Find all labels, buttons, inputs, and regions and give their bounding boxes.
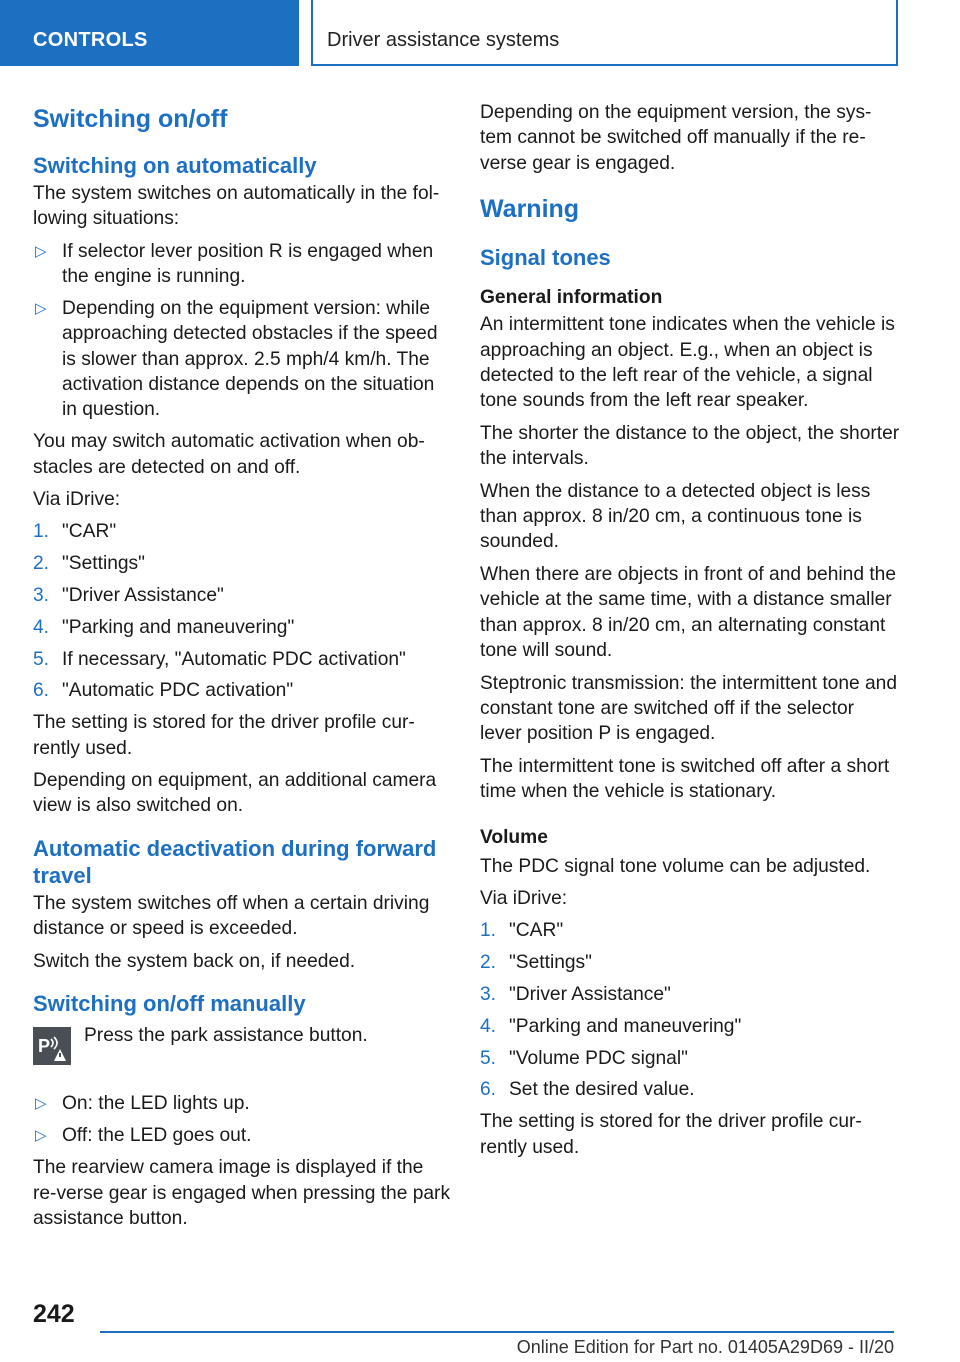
step-item: 6. Set the desired value. [480,1079,695,1101]
paragraph: The setting is stored for the driver profile cur-rently used. [33,712,415,759]
steps-list [480,918,900,1102]
step-item: 6. "Automatic PDC activation" [33,680,294,702]
park-assistance-button-icon [33,1027,71,1065]
heading-signal-tones: Signal tones [480,245,611,271]
bullet-triangle-icon: ▷ [35,300,47,318]
step-item: 3. "Driver Assistance" [33,585,224,607]
list-item: ▷ On: the LED lights up. [33,1091,451,1116]
list-item: ▷ If selector lever position R is engaged when the engine is running. [35,240,434,288]
paragraph: The shorter the distance to the object, the shorter the intervals. [480,422,900,470]
bullet-list-led [33,1091,451,1148]
heading-switching-on-off: Switching on/off [33,105,228,133]
press-button-text: Press the park assistance button. [84,1025,368,1047]
svg-text:P: P [38,1036,51,1057]
footer-divider [100,1331,894,1333]
step-item: 1. "CAR" [33,521,117,543]
step-item: 4. "Parking and maneuvering" [480,1015,742,1037]
header-section-label: CONTROLS [33,29,148,51]
paragraph: The system switches on automatically in the fol-lowing situations: [33,183,440,230]
heading-switching-manually: Switching on/off manually [33,991,306,1017]
paragraph: The setting is stored for the driver profile cur-rently used. [480,1111,862,1158]
step-item: 3. "Driver Assistance" [480,983,671,1005]
paragraph: Via iDrive: [480,887,568,909]
paragraph: Depending on the equipment version, the sys-tem cannot be switched off manually if the re-verse gear is engaged. [480,102,872,174]
header-chapter-tab [311,0,898,66]
footer-edition: Online Edition for Part no. 01405A29D69 - II/20 [516,1337,894,1357]
paragraph: Steptronic transmission: the intermittent tone and constant tone are switched off if the selector lever position P is engaged. [480,672,898,745]
header-chapter-label: Driver assistance systems [327,29,560,51]
paragraph: When there are objects in front of and behind the vehicle at the same time, with a distance smaller than approx. 8 in/20 cm, an alternating constant tone will sound. [480,563,896,662]
step-item: 1. "CAR" [480,920,564,942]
heading-switching-on-automatically: Switching on automatically [33,153,317,178]
paragraph: Switch the system back on, if needed. [33,950,356,972]
step-item: 2. "Settings" [480,952,592,974]
steps-list [33,519,451,703]
bullet-list-auto [33,239,451,422]
heading-automatic-deactivation: Automatic deactivation during forward travel [33,835,437,888]
step-item: 4. "Parking and maneuvering" [33,616,295,638]
step-item: 5. "Volume PDC signal" [480,1047,688,1069]
paragraph: The rearview camera image is displayed if the re-verse gear is engaged when pressing the park assistance button. [33,1157,451,1230]
park-assist-instruction [33,1023,451,1081]
bullet-triangle-icon: ▷ [35,1127,47,1145]
bullet-triangle-icon: ▷ [35,242,47,260]
page-number: 242 [33,1300,75,1328]
list-item: ▷ Off: the LED goes out. [33,1123,451,1148]
step-item: 2. "Settings" [33,553,145,575]
paragraph: When the distance to a detected object is less than approx. 8 in/20 cm, a continuous tone is sounded. [480,480,871,553]
paragraph: Depending on equipment, an additional camera view is also switched on. [33,770,437,817]
paragraph: You may switch automatic activation when ob-stacles are detected on and off. [33,431,425,478]
heading-volume: Volume [480,826,548,848]
paragraph: The PDC signal tone volume can be adjusted. [480,855,871,877]
heading-general-information: General information [480,287,663,309]
step-item: 5. If necessary, "Automatic PDC activation" [33,648,406,670]
right-column [480,100,900,1167]
left-column [33,100,451,1239]
paragraph: The intermittent tone is switched off after a short time when the vehicle is stationary. [480,755,890,803]
bullet-triangle-icon: ▷ [35,1095,47,1113]
paragraph: An intermittent tone indicates when the vehicle is approaching an object. E.g., when an object is detected to the left rear of the vehicle, a signal tone sounds from the left rear speaker. [480,314,895,412]
header-section-tab [0,0,299,66]
heading-warning: Warning [480,195,580,224]
paragraph: Via iDrive: [33,489,121,511]
list-item: ▷ Depending on the equipment version: while approaching detected obstacles if the speed is slower than approx. 2.5 mph/4 km/h. The activation distance depends on the situation in question. [35,298,438,421]
paragraph: The system switches off when a certain driving distance or speed is exceeded. [33,892,430,940]
